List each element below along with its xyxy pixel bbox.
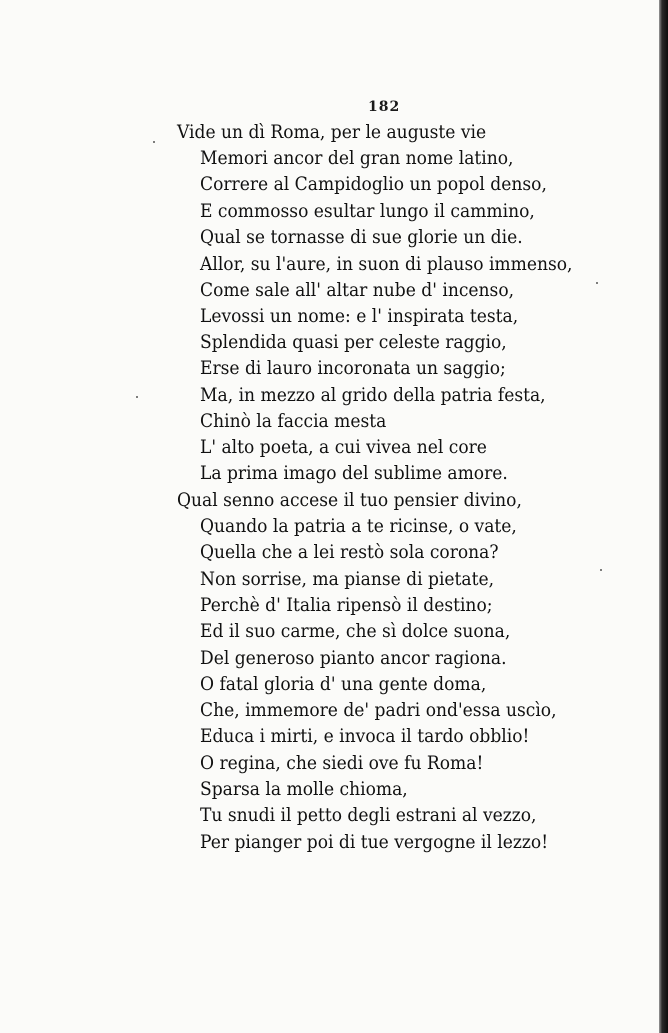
poem-line: Ma, in mezzo al grido della patria festa, (200, 384, 546, 406)
poem-line: O fatal gloria d' una gente doma, (200, 673, 487, 695)
scan-speck (596, 282, 598, 284)
poem-line: Non sorrise, ma pianse di pietate, (200, 568, 495, 590)
poem-line: Che, immemore de' padri ond'essa uscìo, (200, 699, 557, 721)
poem-line: Tu snudi il petto degli estrani al vezzo, (200, 804, 537, 826)
poem-line: Vide un dì Roma, per le auguste vie (177, 121, 487, 143)
poem-line: L' alto poeta, a cui vivea nel core (200, 436, 487, 458)
poem-line: O regina, che siedi ove fu Roma! (200, 752, 484, 774)
poem-line: Educa i mirti, e invoca il tardo obblio! (200, 725, 530, 747)
poem-line: Correre al Campidoglio un popol denso, (200, 173, 547, 195)
poem-line: Allor, su l'aure, in suon di plauso immenso, (200, 253, 573, 275)
poem-line: Del generoso pianto ancor ragiona. (200, 647, 507, 669)
poem-line: Chinò la faccia mesta (200, 410, 387, 432)
poem-line: Erse di lauro incoronata un saggio; (200, 357, 506, 379)
scan-speck (136, 396, 138, 398)
scan-speck (153, 141, 155, 143)
poem-line: Quando la patria a te ricinse, o vate, (200, 515, 517, 537)
poem-line: Qual senno accese il tuo pensier divino, (177, 489, 522, 511)
poem-line: Come sale all' altar nube d' incenso, (200, 279, 515, 301)
poem-line: Sparsa la molle chioma, (200, 778, 408, 800)
poem-line: Memori ancor del gran nome latino, (200, 147, 514, 169)
page-number: 182 (368, 99, 401, 115)
poem-line: Perchè d' Italia ripensò il destino; (200, 594, 493, 616)
poem-line: Ed il suo carme, che sì dolce suona, (200, 620, 511, 642)
poem-line: Splendida quasi per celeste raggio, (200, 331, 507, 353)
scanned-page-edge (659, 0, 668, 1033)
scan-speck (600, 569, 602, 571)
poem-line: Qual se tornasse di sue glorie un die. (200, 226, 523, 248)
poem-line: La prima imago del sublime amore. (200, 462, 508, 484)
poem-line: Quella che a lei restò sola corona? (200, 541, 499, 563)
poem-line: Levossi un nome: e l' inspirata testa, (200, 305, 519, 327)
poem-line: E commosso esultar lungo il cammino, (200, 200, 535, 222)
poem-line: Per pianger poi di tue vergogne il lezzo! (200, 831, 549, 853)
